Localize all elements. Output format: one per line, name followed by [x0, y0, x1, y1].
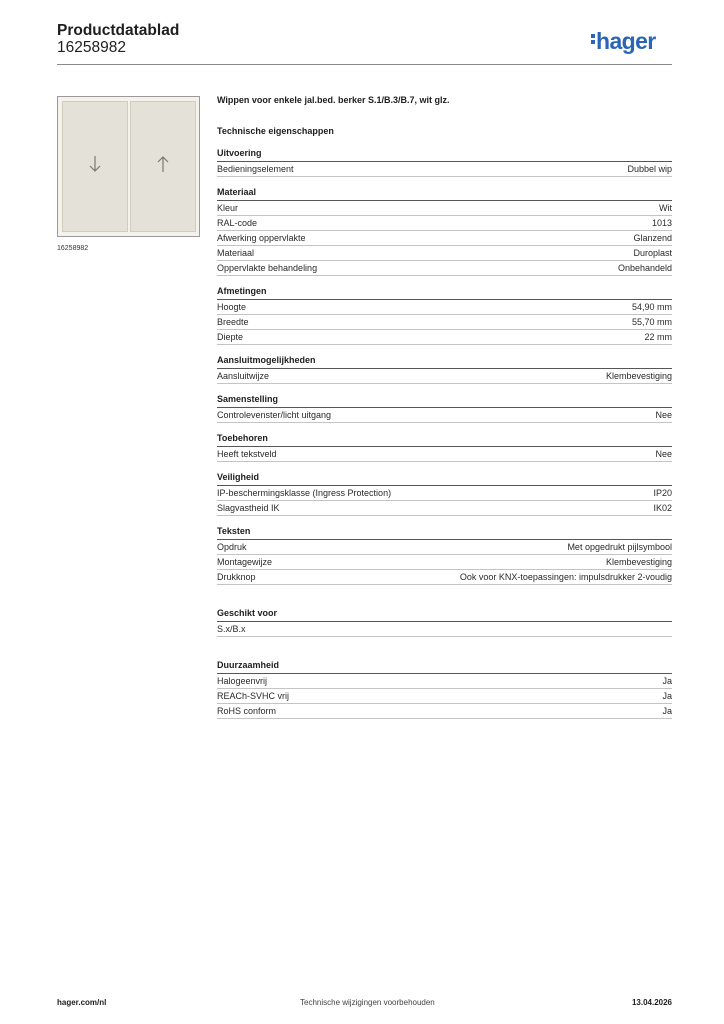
footer-date: 13.04.2026 — [631, 998, 672, 1007]
spec-label: RoHS conform — [217, 706, 277, 716]
spec-label: S.x/B.x — [217, 624, 246, 634]
spec-row — [217, 540, 672, 555]
rocker-right — [130, 101, 196, 232]
spec-value: Ja — [662, 706, 672, 716]
product-image — [57, 96, 200, 237]
logo-dots-icon — [591, 32, 595, 46]
footer-disclaimer: Technische wijzigingen voorbehouden — [300, 998, 435, 1007]
spec-row — [217, 555, 672, 570]
spec-row — [217, 201, 672, 216]
footer-website: hager.com/nl — [57, 998, 107, 1007]
spec-label: Breedte — [217, 317, 249, 327]
spec-label: Drukknop — [217, 572, 256, 582]
section-title: Samenstelling — [217, 393, 672, 408]
spec-row — [217, 216, 672, 231]
spec-label: Kleur — [217, 203, 239, 213]
spec-value: Ja — [662, 691, 672, 701]
spec-label: Diepte — [217, 332, 244, 342]
spec-label: Heeft tekstveld — [217, 449, 277, 459]
section-title: Aansluitmogelijkheden — [217, 354, 672, 369]
spec-value: Met opgedrukt pijlsymbool — [567, 542, 672, 552]
logo-text: hager — [596, 28, 656, 54]
spec-label: Controlevenster/licht uitgang — [217, 410, 332, 420]
spec-sections — [217, 147, 672, 719]
header-divider — [57, 64, 672, 65]
spec-value: 22 mm — [644, 332, 672, 342]
spec-content — [217, 94, 672, 719]
arrow-up-icon — [156, 155, 170, 178]
section-title: Duurzaamheid — [217, 659, 672, 674]
spec-label: Afwerking oppervlakte — [217, 233, 306, 243]
spec-value: Onbehandeld — [617, 263, 672, 273]
spec-row — [217, 261, 672, 276]
spec-value: Wit — [659, 203, 672, 213]
image-caption: 16258982 — [57, 245, 89, 252]
section-title: Uitvoering — [217, 147, 672, 162]
spec-row — [217, 300, 672, 315]
spec-row — [217, 408, 672, 423]
spec-label: Montagewijze — [217, 557, 273, 567]
spec-label: Aansluitwijze — [217, 371, 270, 381]
spec-row — [217, 674, 672, 689]
spec-label: Opdruk — [217, 542, 247, 552]
rocker-left — [62, 101, 128, 232]
spec-value: Duroplast — [633, 248, 672, 258]
arrow-down-icon — [88, 155, 102, 178]
spec-row — [217, 162, 672, 177]
spec-row — [217, 486, 672, 501]
spec-value: 54,90 mm — [631, 302, 672, 312]
product-number: 16258982 — [57, 39, 126, 56]
spec-row — [217, 447, 672, 462]
spec-value: Klembevestiging — [605, 371, 672, 381]
spec-value: 55,70 mm — [631, 317, 672, 327]
section-title: Teksten — [217, 525, 672, 540]
technical-properties-title: Technische eigenschappen — [217, 126, 334, 136]
spec-value: Glanzend — [633, 233, 672, 243]
spec-label: Halogeenvrij — [217, 676, 268, 686]
spec-label: REACh-SVHC vrij — [217, 691, 290, 701]
spec-value: Dubbel wip — [627, 164, 672, 174]
product-description: Wippen voor enkele jal.bed. berker S.1/B.3/B.7, wit glz. — [217, 95, 450, 105]
section-title: Materiaal — [217, 186, 672, 201]
spec-row — [217, 315, 672, 330]
section-title: Toebehoren — [217, 432, 672, 447]
section-title: Geschikt voor — [217, 607, 672, 622]
spec-row — [217, 570, 672, 585]
spec-value: Ja — [662, 676, 672, 686]
document-title: Productdatablad — [57, 22, 180, 39]
section-title: Veiligheid — [217, 471, 672, 486]
spec-label: Slagvastheid IK — [217, 503, 280, 513]
spec-label: Bedieningselement — [217, 164, 294, 174]
spec-row — [217, 369, 672, 384]
spec-value: 1013 — [651, 218, 672, 228]
spec-label: IP-beschermingsklasse (Ingress Protection) — [217, 488, 392, 498]
spec-row — [217, 246, 672, 261]
spec-row — [217, 501, 672, 516]
spec-row — [217, 622, 672, 637]
spec-label: RAL-code — [217, 218, 258, 228]
spec-row — [217, 231, 672, 246]
spec-label: Oppervlakte behandeling — [217, 263, 318, 273]
spec-row — [217, 689, 672, 704]
spec-row — [217, 330, 672, 345]
spec-label: Materiaal — [217, 248, 255, 258]
spec-value: Nee — [655, 449, 672, 459]
spec-value: Nee — [655, 410, 672, 420]
spec-row — [217, 704, 672, 719]
spec-value: Klembevestiging — [605, 557, 672, 567]
section-title: Afmetingen — [217, 285, 672, 300]
spec-value: Ook voor KNX-toepassingen: impulsdrukker 2-voudig — [459, 572, 672, 582]
hager-logo — [591, 28, 656, 55]
spec-value: IP20 — [653, 488, 672, 498]
spec-value: IK02 — [653, 503, 672, 513]
spec-label: Hoogte — [217, 302, 247, 312]
